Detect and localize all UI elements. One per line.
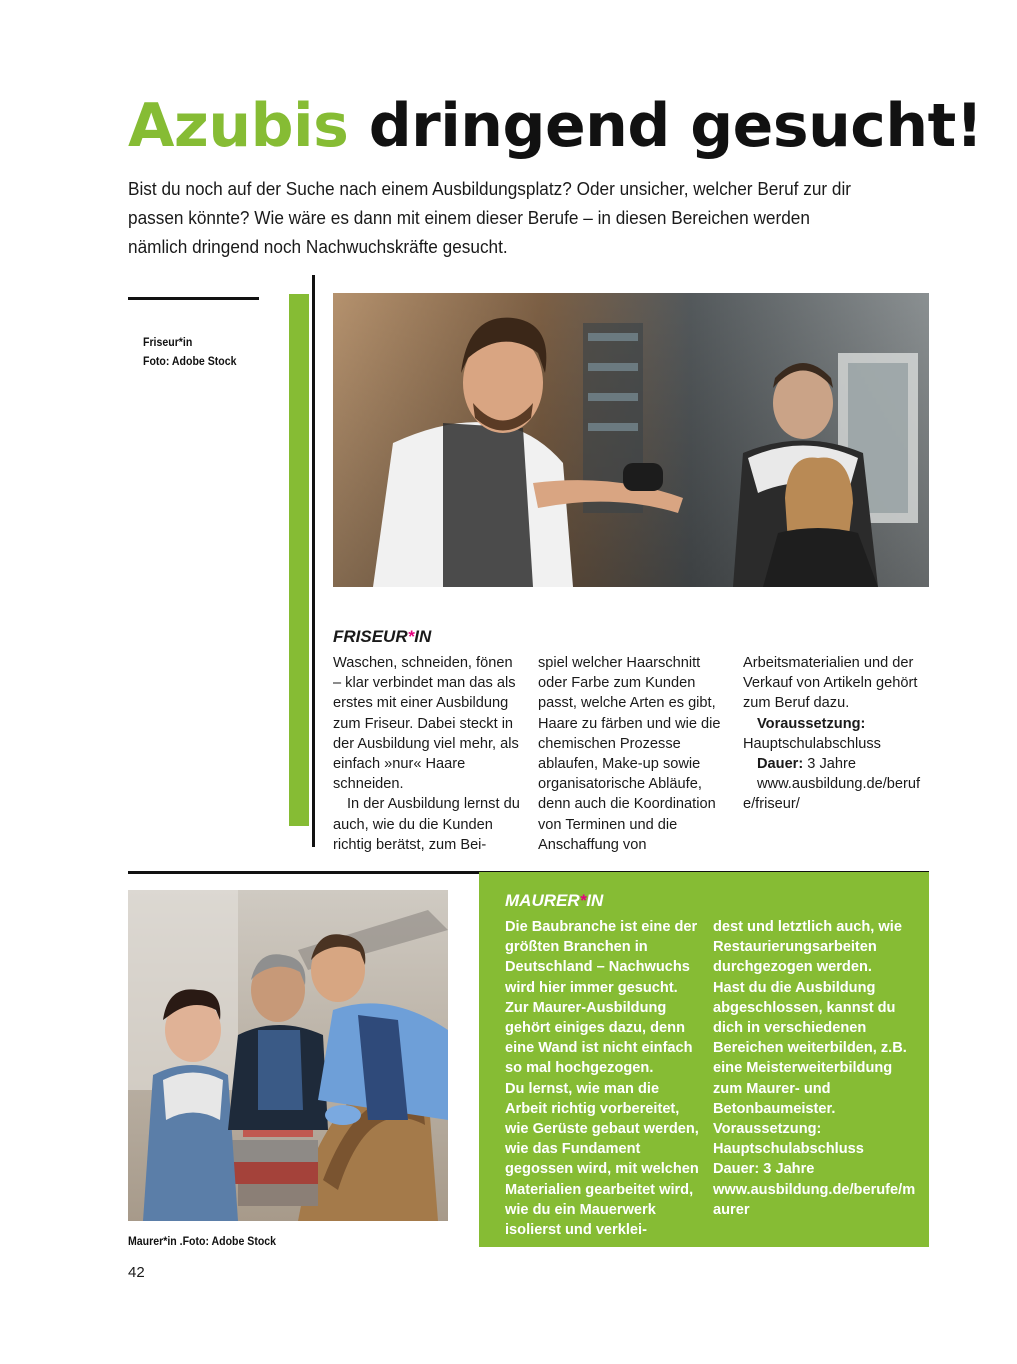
maurer-info-box [479,872,929,1247]
friseur-duration [743,754,929,774]
maurer-photo [128,890,448,1221]
friseur-heading-b: IN [414,627,432,646]
maurer-caption: Maurer*in .Foto: Adobe Stock [128,1234,277,1248]
maurer-heading-star: * [579,891,587,910]
friseur-accent-bar [289,294,309,826]
maurer-heading [505,890,603,912]
friseur-photo [333,293,929,587]
title-accent: Azubis [128,91,349,161]
maurer-requirement: Voraussetzung: Hauptschulabschluss [713,1121,864,1158]
friseur-column-2 [538,653,728,855]
friseur-col2-p1: spiel welcher Haarschnitt oder Farbe zum Kunden passt, welche Arten es gibt, Haare zu färben und wie die chemischen Prozesse ablaufen, Make-up sowie organisatorische Abläufe, denn auch die Koordination von Terminen und die Anschaffung von [538,655,721,853]
maurer-col2-p1: dest und letztlich auch, wie Restaurierungsarbeiten durchgezogen werden. [713,919,902,976]
friseur-col1-p2: In der Ausbildung lernst du auch, wie du die Kunden richtig berätst, zum Bei- [333,796,520,853]
friseur-heading [333,626,431,648]
caption-rule [128,297,259,300]
maurer-col1-p1: Die Baubranche ist eine der größten Branchen in Deutschland – Nachwuchs wird hier immer gesucht. Zur Maurer-Ausbildung gehört einiges dazu, denn eine Wand ist nicht einfach so mal hochgezogen. [505,919,698,1077]
page-title [128,86,983,166]
friseur-url: www.ausbildung.de/berufe/friseur/ [743,776,921,813]
friseur-req-value: Hauptschulabschluss [743,735,881,752]
intro-text: Bist du noch auf der Suche nach einem Ausbildungsplatz? Oder unsicher, welcher Beruf zur dir passen könnte? Wie wäre es dann mit einem dieser Berufe – in diesen Bereichen werden nämlich dringend noch Nachwuchskräfte gesucht. [128,178,852,257]
maurer-duration: Dauer: 3 Jahre [713,1161,815,1178]
friseur-column-1 [333,653,523,855]
maurer-heading-a: MAURER [505,891,580,910]
friseur-caption-credit: Foto: Adobe Stock [143,354,237,368]
page-number: 42 [128,1264,145,1281]
maurer-column-2 [713,917,918,1220]
friseur-col1-p1: Waschen, schneiden, fönen – klar verbindet man das als erstes mit einer Ausbildung zum Friseur. Dabei steckt in der Ausbildung viel mehr, als einfach »nur« Haare schneiden. [333,655,519,793]
friseur-vertical-rule [312,275,315,847]
friseur-dur-value: 3 Jahre [803,756,856,773]
friseur-caption [143,333,236,371]
friseur-col3-p1: Arbeitsmaterialien und der Verkauf von Artikeln gehört zum Beruf dazu. [743,655,918,712]
friseur-caption-title: Friseur*in [143,335,193,349]
maurer-heading-b: IN [586,891,604,910]
friseur-heading-a: FRISEUR [333,627,408,646]
maurer-column-1 [505,917,700,1240]
friseur-requirement [743,714,929,754]
friseur-column-3 [743,653,929,815]
maurer-col1-p2: Du lernst, wie man die Arbeit richtig vorbereitet, wie Gerüste gebaut werden, wie das Fundament gegossen wird, mit welchen Materialien gearbeitet wird, wie du ein Mauerwerk isolierst und verklei- [505,1080,699,1239]
friseur-heading-star: * [407,627,415,646]
title-rest: dringend gesucht! [368,91,983,161]
maurer-col2-p2: Hast du die Ausbildung abgeschlossen, kannst du dich in verschiedenen Bereichen weiterbilden, z.B. eine Meisterweiterbildung zum Maurer- und Betonbaumeister. [713,979,907,1117]
friseur-dur-label: Dauer: [757,756,804,773]
maurer-url: www.ausbildung.de/berufe/maurer [713,1181,916,1218]
friseur-req-label: Voraussetzung: [757,715,866,732]
